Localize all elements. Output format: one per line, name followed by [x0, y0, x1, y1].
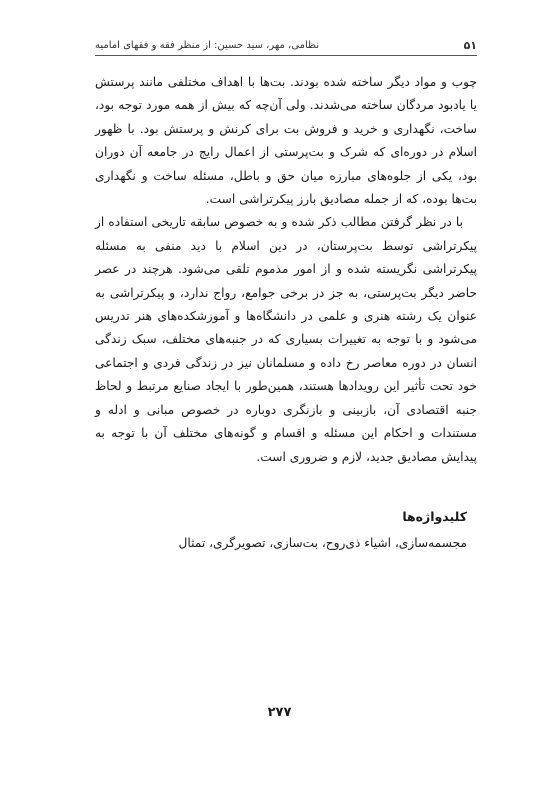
keywords-list: مجسمه‌سازی، اشیاء ذی‌روح، بت‌سازی، تصویرگری، تمثال — [178, 536, 467, 550]
running-title: نظامی، مهر، سید حسین: از منظر فقه و فقهای امامیه — [95, 39, 319, 51]
paragraph-1: چوب و مواد دیگر ساخته شده بودند. بت‌ها با اهداف مختلفی مانند پرستش یا یادبود مردگان ساخته می‌شدند. ولی آن‌چه که بیش از همه مورد توجه بود، ساخت، نگهداری و خرید و فروش بت برای کرنش و پرستش بود. با ظهور اسلام در دوره‌ای که شرک و بت‌پرستی از اعمال رایج در جامعه آن دوران بود، یکی از جلوه‌های مبارزه میان حق و باطل، مسئله ساخت و نگهداری بت‌ها بوده، که از جمله مصادیق بارز پیکرتراشی است. — [95, 75, 477, 207]
body-text — [95, 71, 477, 469]
page-folio-number: ۲۷۷ — [267, 705, 292, 720]
paragraph-2: با در نظر گرفتن مطالب ذکر شده و به خصوص سابقه تاریخی استفاده از پیکرتراشی توسط بت‌پرستان، در دین اسلام با دید منفی به مسئله پیکرتراشی نگریسته شده و از امور مذموم تلقی می‌شود. هرچند در عصر حاضر دیگر بت‌پرستی، به جز در برخی جوامع، رواج ندارد، و پیکرتراشی به عنوان یک رشته هنری و علمی در دانشگاه‌ها و آموزشکده‌های هنر تدریس می‌شود و با توجه به تغییرات بسیاری که در جنبه‌های مختلف، سبک زندگی انسان در دوره معاصر رخ داده و مسلمانان نیز در زندگی فردی و اجتماعی خود تحت تأثیر این رویدادها هستند، همین‌طور با ایجاد صنایع مرتبط و لحاظ جنبه اقتصادی آن، بازبینی و بازنگری دوباره در خصوص مبانی و ادله و مستندات و احکام این مسئله و اقسام و گونه‌های مختلف آن با توجه به پیدایش مصادیق جدید، لازم و ضروری است. — [95, 215, 477, 464]
header-page-number: ۵۱ — [463, 38, 477, 52]
running-header — [95, 36, 477, 54]
keywords-heading: کلیدواژه‌ها — [402, 509, 467, 524]
header-divider — [95, 55, 477, 56]
